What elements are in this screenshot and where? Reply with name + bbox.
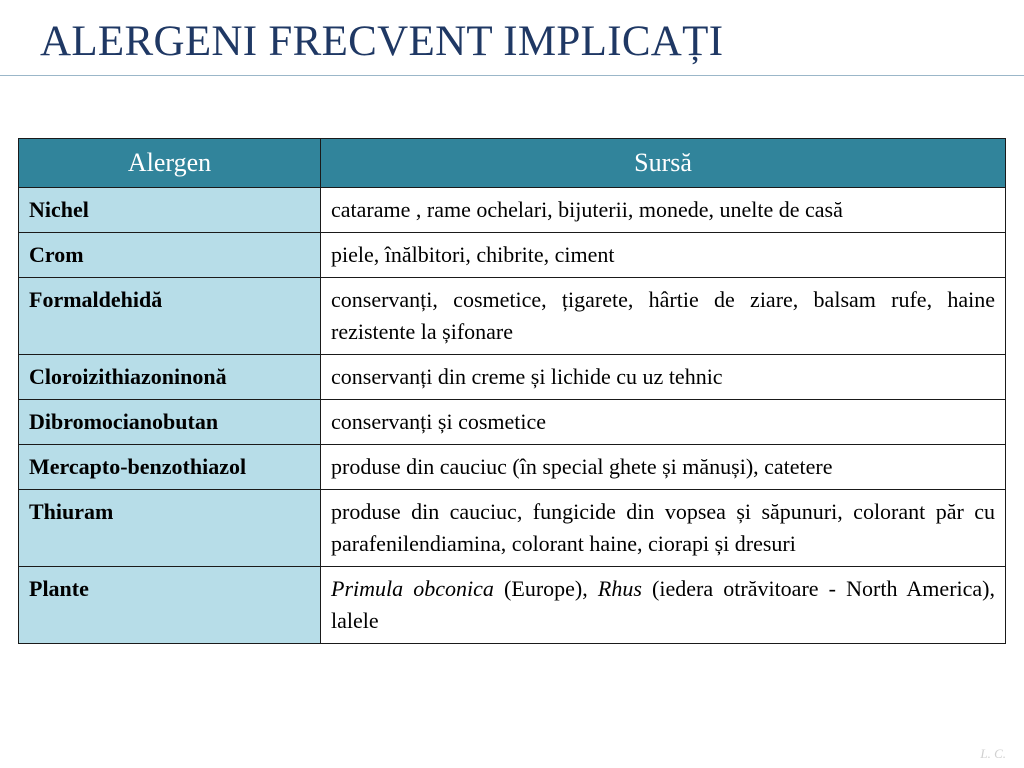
allergen-cell: Crom (19, 233, 321, 278)
source-cell (321, 567, 1006, 644)
title-divider (0, 75, 1024, 76)
table-row (19, 567, 1006, 644)
allergen-cell: Cloroizithiazoninonă (19, 355, 321, 400)
slide-title: ALERGENI FRECVENT IMPLICAȚI (40, 18, 724, 65)
table-row (19, 233, 1006, 278)
table-row (19, 355, 1006, 400)
allergen-cell: Dibromocianobutan (19, 400, 321, 445)
allergen-cell: Mercapto-benzothiazol (19, 445, 321, 490)
source-cell: produse din cauciuc (în special ghete și mănuși), catetere (321, 445, 1006, 490)
source-text: (iedera otrăvitoare - North America), lalele (331, 576, 995, 633)
column-header-source: Sursă (321, 139, 1006, 188)
table-row (19, 445, 1006, 490)
source-text: (Europe), (493, 576, 598, 601)
source-cell: conservanți, cosmetice, țigarete, hârtie de ziare, balsam rufe, haine rezistente la șifonare (321, 278, 1006, 355)
footer-initials: L. C. (980, 746, 1006, 761)
table-row (19, 490, 1006, 567)
species-name-primula: Primula obconica (331, 576, 494, 601)
allergen-cell: Nichel (19, 188, 321, 233)
table-row (19, 278, 1006, 355)
allergen-table (18, 138, 1006, 644)
allergen-cell: Thiuram (19, 490, 321, 567)
source-cell: piele, înălbitori, chibrite, ciment (321, 233, 1006, 278)
table-header-row (19, 139, 1006, 188)
column-header-allergen: Alergen (19, 139, 321, 188)
allergen-cell: Formaldehidă (19, 278, 321, 355)
species-name-rhus: Rhus (597, 576, 642, 601)
source-cell: conservanți din creme și lichide cu uz tehnic (321, 355, 1006, 400)
table-row (19, 188, 1006, 233)
table-row (19, 400, 1006, 445)
source-cell: conservanți și cosmetice (321, 400, 1006, 445)
allergen-cell: Plante (19, 567, 321, 644)
source-cell: catarame , rame ochelari, bijuterii, monede, unelte de casă (321, 188, 1006, 233)
source-cell: produse din cauciuc, fungicide din vopsea și săpunuri, colorant păr cu parafenilendiamina, colorant haine, ciorapi și dresuri (321, 490, 1006, 567)
